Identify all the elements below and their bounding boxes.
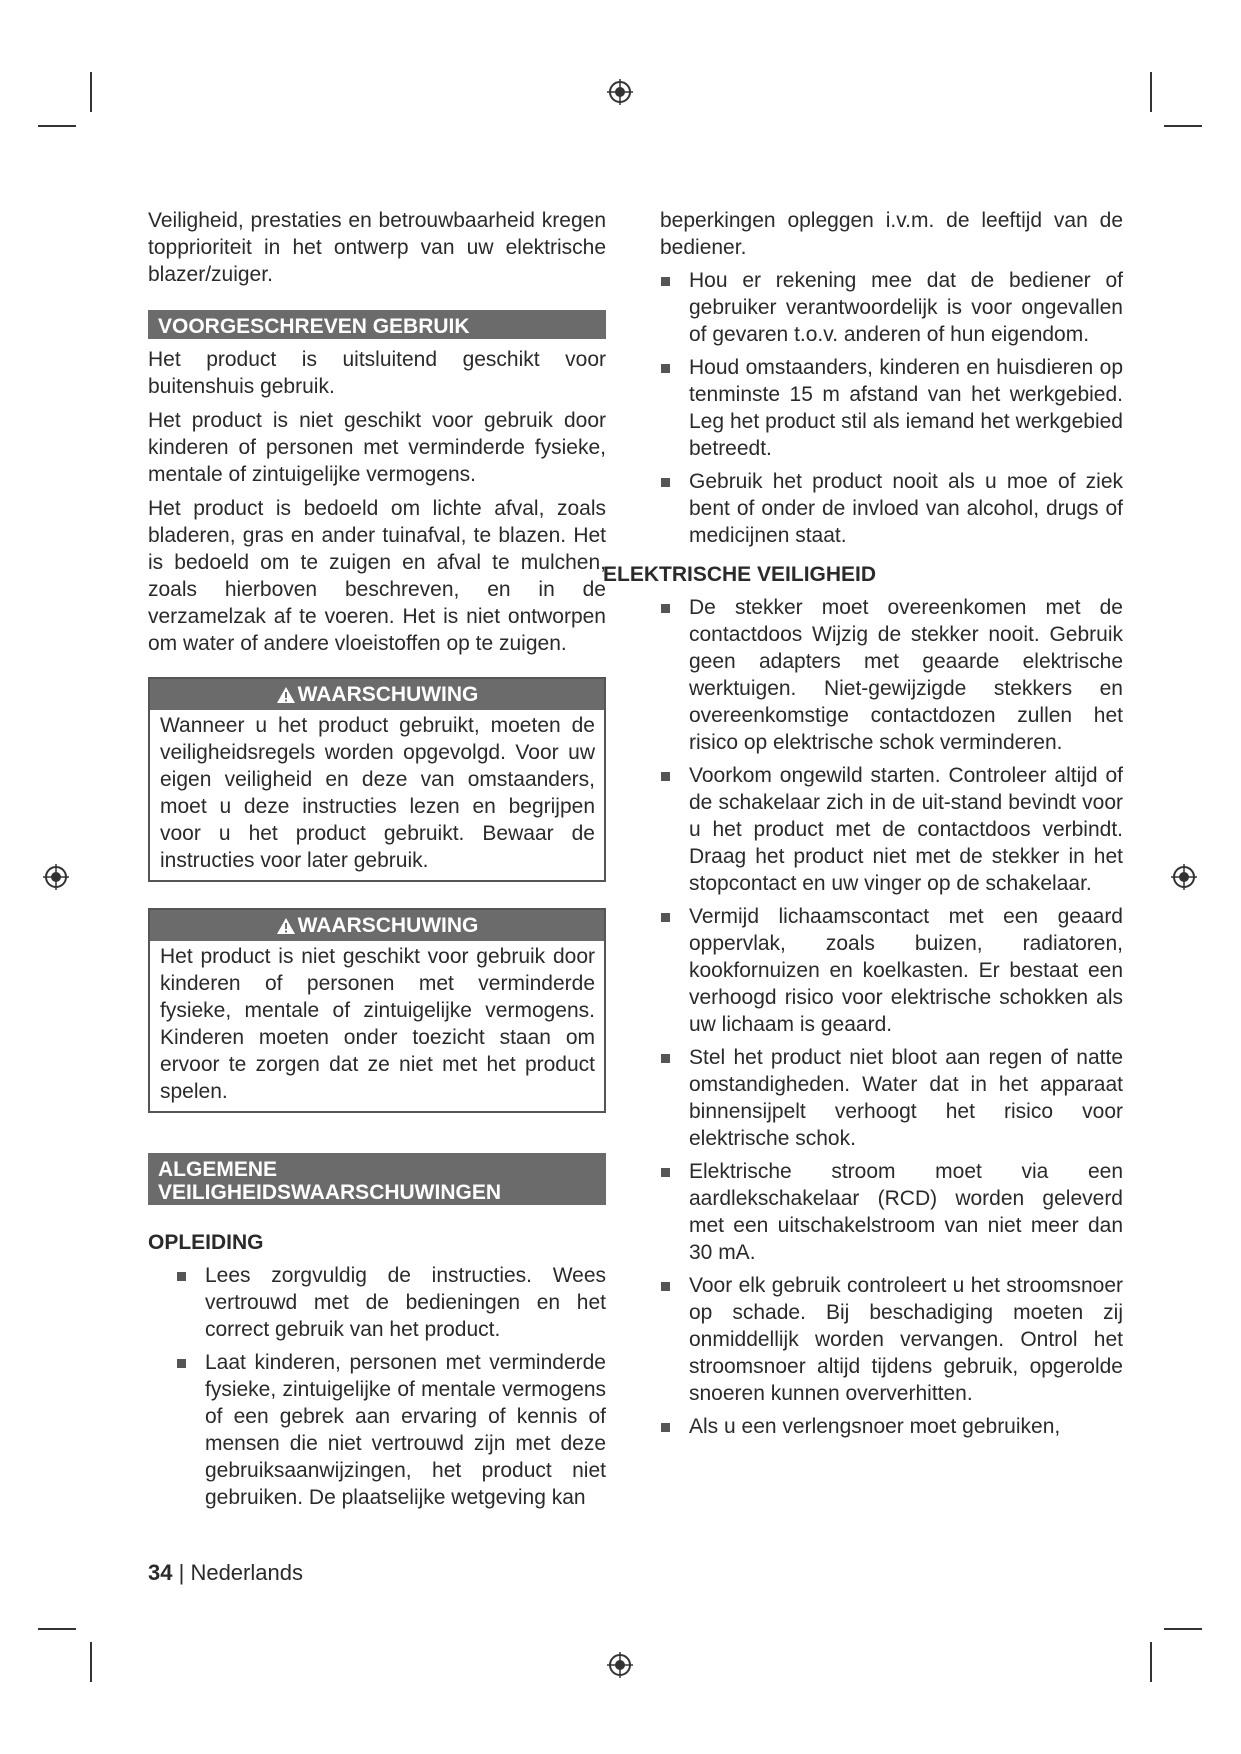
- bullet-icon: [661, 1168, 670, 1177]
- electrical-safety-heading: ELEKTRISCHE VEILIGHEID: [603, 563, 877, 586]
- bullet-icon: [661, 478, 670, 487]
- bullet-icon: [661, 772, 670, 781]
- list-item: Stel het product niet bloot aan regen of natte omstandigheden. Water dat in het apparaat binnensijpelt verhoogt het risico voor elektrische schok.: [660, 1044, 1123, 1152]
- crop-mark: [38, 125, 76, 127]
- crop-mark: [1164, 1628, 1202, 1630]
- training-list: [148, 1262, 606, 1511]
- section-heading-general-warnings: [148, 1153, 606, 1205]
- list-item: Hou er rekening mee dat de bediener of gebruiker verantwoordelijk is voor ongevallen of gevaren t.o.v. anderen of hun eigendom.: [660, 267, 1123, 348]
- training-heading: OPLEIDING: [148, 1231, 264, 1254]
- intended-use-paragraph: Het product is niet geschikt voor gebruik door kinderen of personen met verminderde fysieke, mentale of zintuigelijke vermogens.: [148, 409, 606, 486]
- registration-mark-icon: [605, 1650, 635, 1680]
- crop-mark: [1150, 1642, 1152, 1682]
- warning-heading: WAARSCHUWING: [297, 683, 479, 706]
- general-warnings-heading-line1: ALGEMENE: [158, 1158, 278, 1181]
- list-item: Laat kinderen, personen met verminderde fysieke, zintuigelijke of mentale vermogens of een gebrek aan ervaring of kennis of mensen die niet vertrouwd zijn met deze gebruiksaanwijzingen, het product niet gebruiken. De plaatselijke wetgeving kan: [176, 1349, 606, 1511]
- warning-text: Het product is niet geschikt voor gebruik door kinderen of personen met verminderde fysieke, mentale of zintuigelijke vermogens. Kinderen moeten onder toezicht staan om ervoor te zorgen dat ze niet met het product spelen.: [160, 945, 595, 1103]
- right-column: [603, 207, 1123, 1446]
- registration-mark-icon: [1169, 862, 1199, 892]
- warning-triangle-icon: [276, 917, 296, 935]
- crop-mark: [38, 1628, 76, 1630]
- registration-mark-icon: [605, 77, 635, 107]
- page-number: 34: [148, 1560, 173, 1585]
- general-warnings-heading-line2: VEILIGHEIDSWAARSCHUWINGEN: [158, 1181, 502, 1204]
- list-item: Elektrische stroom moet via een aardlekschakelaar (RCD) worden geleverd met een uitschakelstroom van niet meer dan 30 mA.: [660, 1158, 1123, 1266]
- footer-language: Nederlands: [190, 1560, 303, 1585]
- warning-text: Wanneer u het product gebruikt, moeten de veiligheidsregels worden opgevolgd. Voor uw eigen veiligheid en deze van omstaanders, moet u deze instructies lezen en begrijpen voor u het product gebruikt. Bewaar de instructies voor later gebruik.: [160, 714, 595, 872]
- intended-use-paragraph: Het product is bedoeld om lichte afval, zoals bladeren, gras en ander tuinafval, te blazen. Het is bedoeld om te zuigen en afval te mulchen, zoals hierboven beschreven, en in de verzamelzak af te voeren. Het is niet ontworpen om water of andere vloeistoffen op te zuigen.: [148, 497, 606, 655]
- crop-mark: [1150, 72, 1152, 112]
- intended-use-paragraph: Het product is uitsluitend geschikt voor buitenshuis gebruik.: [148, 348, 606, 398]
- bullet-icon: [661, 1282, 670, 1291]
- page-footer: [148, 1560, 303, 1586]
- bullet-icon: [661, 1054, 670, 1063]
- bullet-icon: [177, 1359, 186, 1368]
- intro-paragraph: Veiligheid, prestaties en betrouwbaarheid kregen topprioriteit in het ontwerp van uw elektrische blazer/zuiger.: [148, 209, 606, 286]
- warning-header: [150, 910, 604, 941]
- bullet-icon: [661, 604, 670, 613]
- registration-mark-icon: [41, 862, 71, 892]
- crop-mark: [90, 1642, 92, 1682]
- footer-separator: |: [178, 1560, 185, 1585]
- list-item: Lees zorgvuldig de instructies. Wees vertrouwd met de bedieningen en het correct gebruik van het product.: [176, 1262, 606, 1343]
- crop-mark: [90, 72, 92, 112]
- bullet-icon: [661, 364, 670, 373]
- bullet-icon: [661, 277, 670, 286]
- list-item: Houd omstaanders, kinderen en huisdieren op tenminste 15 m afstand van het werkgebied. Leg het product stil als iemand het werkgebied betreedt.: [660, 354, 1123, 462]
- warning-heading: WAARSCHUWING: [297, 914, 479, 937]
- crop-mark: [1164, 125, 1202, 127]
- training-list-continued: [633, 207, 1123, 549]
- bullet-icon: [177, 1272, 186, 1281]
- list-item: Gebruik het product nooit als u moe of ziek bent of onder de invloed van alcohol, drugs of medicijnen staat.: [660, 468, 1123, 549]
- section-heading-intended-use: VOORGESCHREVEN GEBRUIK: [148, 310, 606, 339]
- list-item: Als u een verlengsnoer moet gebruiken,: [660, 1413, 1123, 1440]
- left-column: [148, 207, 606, 1517]
- warning-box: [148, 908, 606, 1113]
- list-item: De stekker moet overeenkomen met de contactdoos Wijzig de stekker nooit. Gebruik geen adapters met geaarde elektrische werktuigen. Niet-gewijzigde stekkers en overeenkomstige contactdozen zullen het risico op elektrische schok verminderen.: [660, 594, 1123, 756]
- list-item: beperkingen opleggen i.v.m. de leeftijd van de bediener.: [660, 209, 1123, 259]
- bullet-icon: [661, 1423, 670, 1432]
- list-item: Voor elk gebruik controleert u het stroomsnoer op schade. Bij beschadiging moeten zij onmiddellijk worden vervangen. Ontrol het stroomsnoer altijd tijdens gebruik, opgerolde snoeren kunnen oververhitten.: [660, 1272, 1123, 1407]
- warning-triangle-icon: [276, 686, 296, 704]
- bullet-icon: [661, 913, 670, 922]
- warning-header: [150, 679, 604, 710]
- electrical-safety-list: [633, 594, 1123, 1440]
- list-item: Vermijd lichaamscontact met een geaard oppervlak, zoals buizen, radiatoren, kookfornuizen en koelkasten. Er bestaat een verhoogd risico voor elektrische schokken als uw lichaam is geaard.: [660, 903, 1123, 1038]
- warning-box: [148, 677, 606, 882]
- list-item: Voorkom ongewild starten. Controleer altijd of de schakelaar zich in de uit-stand bevindt voor u het product met de contactdoos verbindt. Draag het product niet met de stekker in het stopcontact en uw vinger op de schakelaar.: [660, 762, 1123, 897]
